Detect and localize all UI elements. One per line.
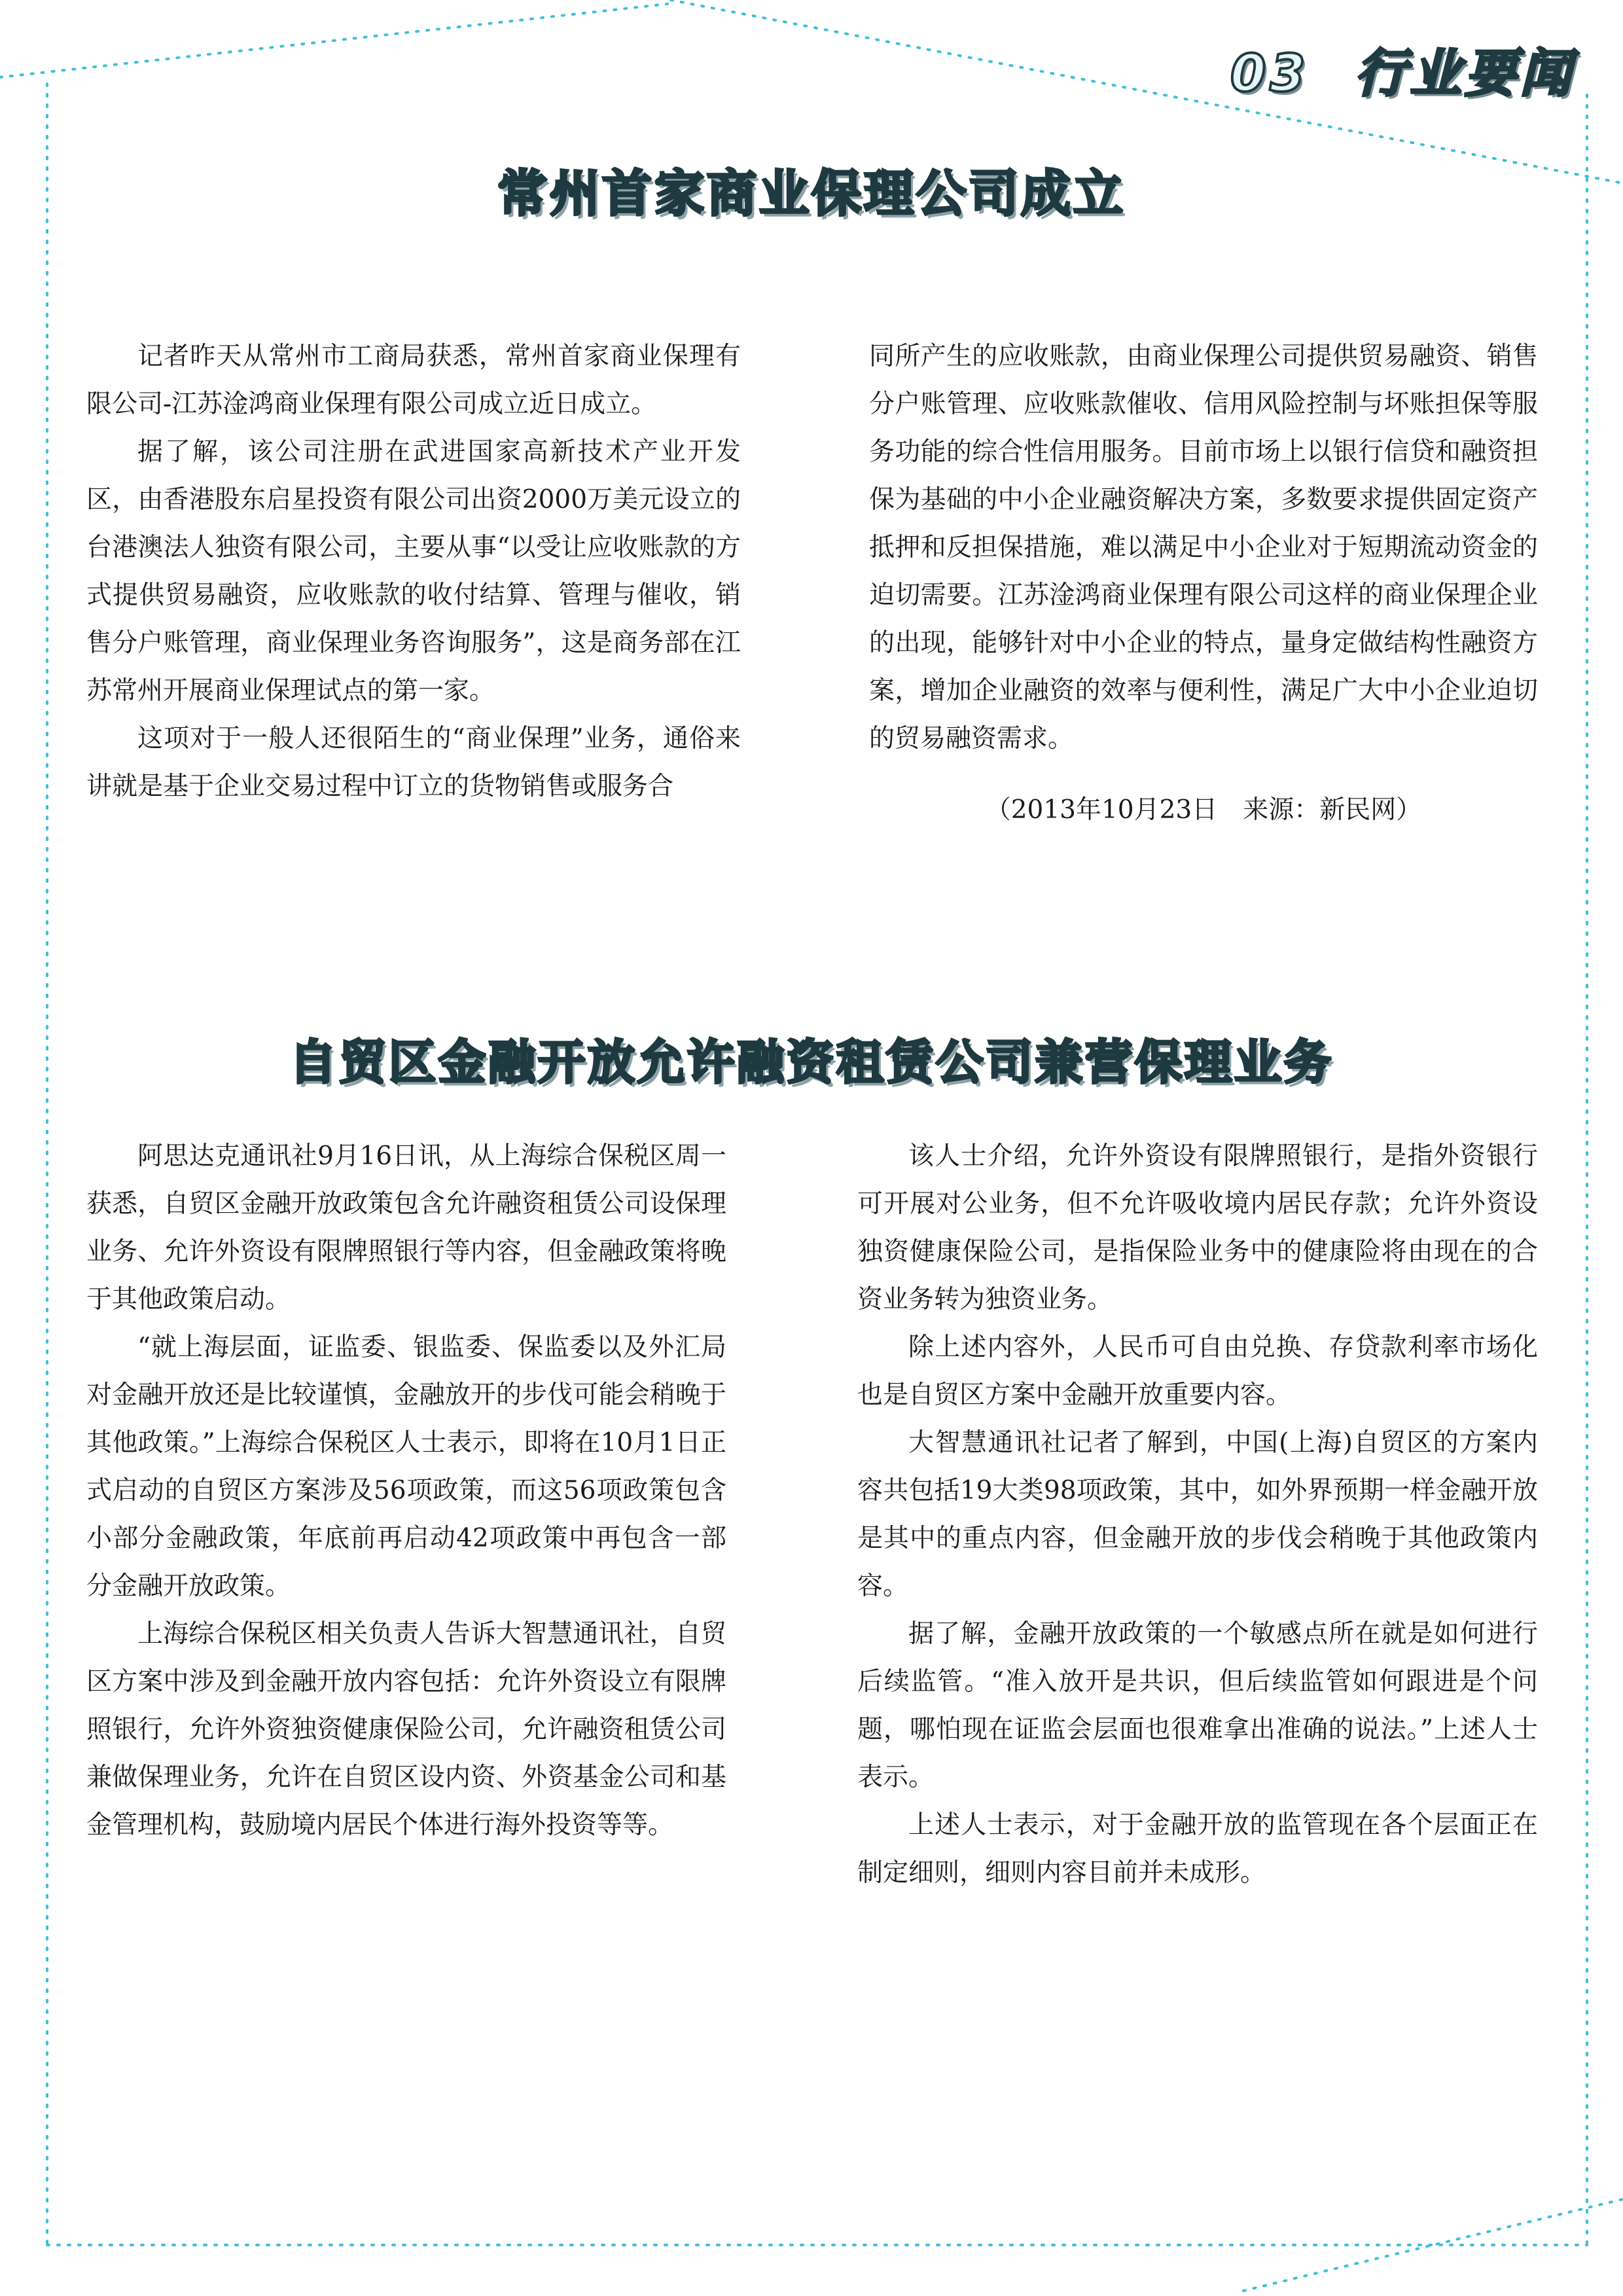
article2-paragraph: “就上海层面，证监委、银监委、保监委以及外汇局对金融开放还是比较谨慎，金融放开的步伐可能会稍晚于其他政策。”上海综合保税区人士表示，即将在10月1日正式启动的自贸区方案涉及56项政策，而这56项政策包含小部分金融政策，年底前再启动42项政策中再包含一部分金融开放政策。 xyxy=(86,1333,726,1601)
article2-paragraph: 大智慧通讯社记者了解到，中国(上海)自贸区的方案内容共包括19大类98项政策，其中，如外界预期一样金融开放是其中的重点内容，但金融开放的步伐会稍晚于其他政策内容。 xyxy=(857,1428,1538,1601)
article2-paragraph: 据了解，金融开放政策的一个敏感点所在就是如何进行后续监管。“准入放开是共识，但后续监管如何跟进是个问题，哪怕现在证监会层面也很难拿出准确的说法。”上述人士表示。 xyxy=(857,1619,1538,1792)
section-title: 行业要闻 xyxy=(1355,45,1575,103)
article1-left-column xyxy=(86,332,741,810)
article2-paragraph: 上海综合保税区相关负责人告诉大智慧通讯社，自贸区方案中涉及到金融开放内容包括：允许外资设立有限牌照银行，允许外资独资健康保险公司，允许融资租赁公司兼做保理业务，允许在自贸区设内资、外资基金公司和基金管理机构，鼓励境内居民个体进行海外投资等等。 xyxy=(86,1619,726,1840)
article2-paragraph: 阿思达克通讯社9月16日讯，从上海综合保税区周一获悉，自贸区金融开放政策包含允许融资租赁公司设保理业务、允许外资设有限牌照银行等内容，但金融政策将晚于其他政策启动。 xyxy=(86,1141,726,1314)
article2-title: 自贸区金融开放允许融资租赁公司兼营保理业务 xyxy=(289,1035,1334,1090)
article1-right-column xyxy=(869,332,1538,834)
article1-paragraph: 这项对于一般人还很陌生的“商业保理”业务，通俗来讲就是基于企业交易过程中订立的货物销售或服务合 xyxy=(86,724,741,801)
page-header xyxy=(1230,33,1575,106)
article2-left-column xyxy=(86,1132,726,1849)
article1-title: 常州首家商业保理公司成立 xyxy=(497,164,1126,223)
article2-right-column xyxy=(857,1132,1538,1897)
article1-paragraph: 同所产生的应收账款，由商业保理公司提供贸易融资、销售分户账管理、应收账款催收、信用风险控制与坏账担保等服务功能的综合性信用服务。目前市场上以银行信贷和融资担保为基础的中小企业融资解决方案，多数要求提供固定资产抵押和反担保措施，难以满足中小企业对于短期流动资金的迫切需要。江苏淦鸿商业保理有限公司这样的商业保理企业的出现，能够针对中小企业的特点，量身定做结构性融资方案，增加企业融资的效率与便利性，满足广大中小企业迫切的贸易融资需求。 xyxy=(869,342,1538,753)
article1-source: （2013年10月23日 来源：新民网） xyxy=(985,795,1422,825)
article1-paragraph: 记者昨天从常州市工商局获悉，常州首家商业保理有限公司-江苏淦鸿商业保理有限公司成立近日成立。 xyxy=(86,342,741,419)
article2-paragraph: 上述人士表示，对于金融开放的监管现在各个层面正在制定细则，细则内容目前并未成形。 xyxy=(857,1810,1538,1888)
article2-paragraph: 该人士介绍，允许外资设有限牌照银行，是指外资银行可开展对公业务，但不允许吸收境内居民存款；允许外资设独资健康保险公司，是指保险业务中的健康险将由现在的合资业务转为独资业务。 xyxy=(857,1141,1538,1314)
article1-paragraph: 据了解，该公司注册在武进国家高新技术产业开发区，由香港股东启星投资有限公司出资2000万美元设立的台港澳法人独资有限公司，主要从事“以受让应收账款的方式提供贸易融资，应收账款的收付结算、管理与催收，销售分户账管理，商业保理业务咨询服务”，这是商务部在江苏常州开展商业保理试点的第一家。 xyxy=(86,437,741,706)
article2-paragraph: 除上述内容外，人民币可自由兑换、存贷款利率市场化也是自贸区方案中金融开放重要内容。 xyxy=(857,1333,1538,1410)
page-number: 03 xyxy=(1230,45,1310,103)
